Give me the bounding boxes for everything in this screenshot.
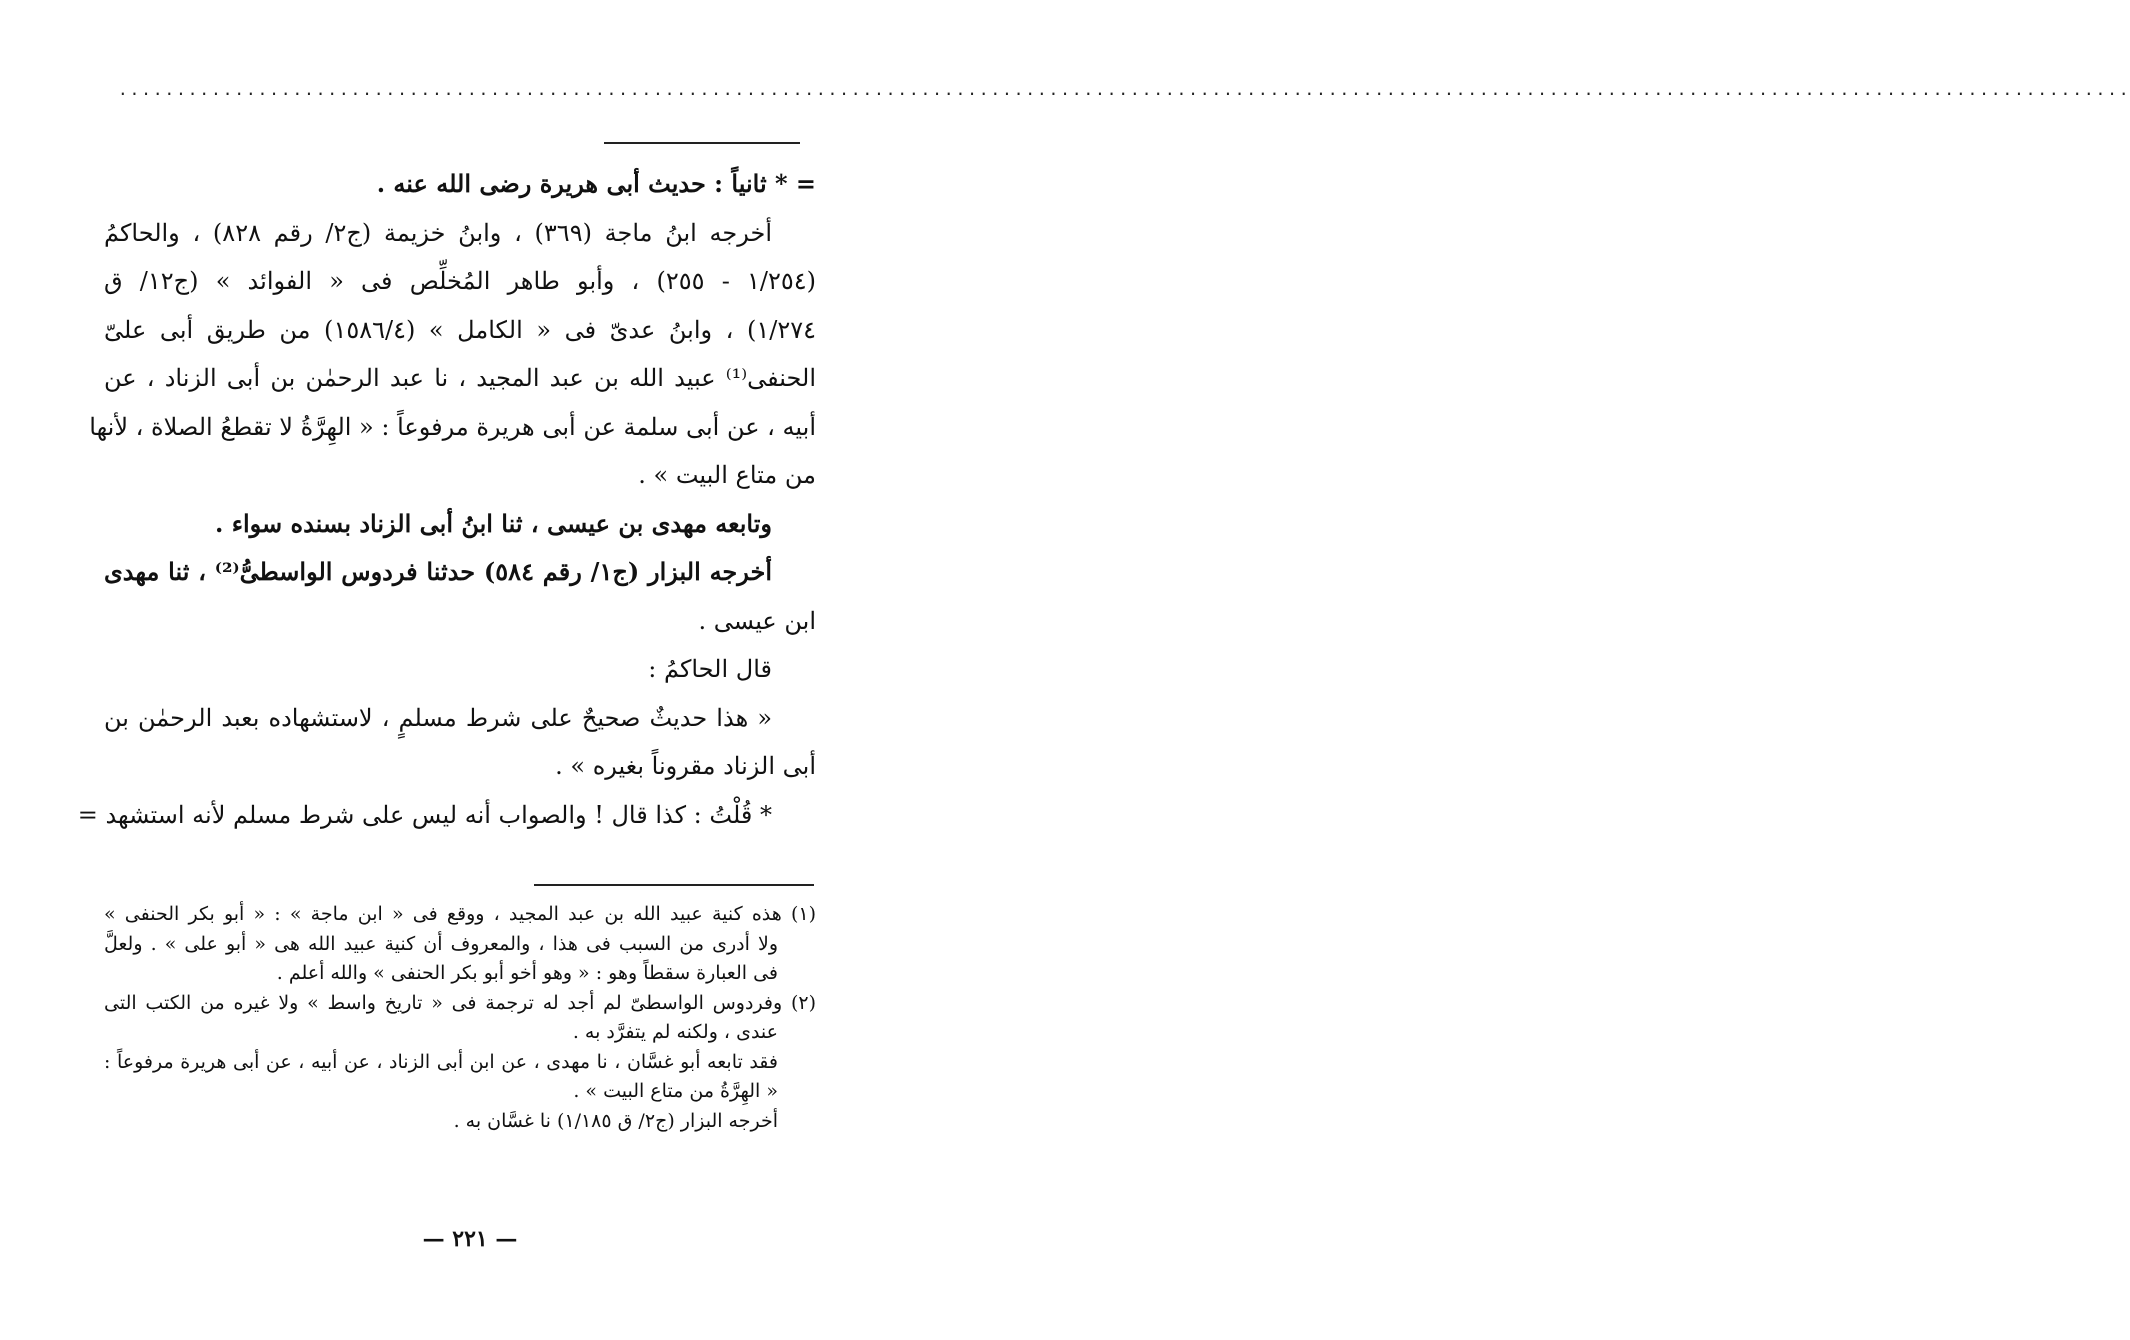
text-line: من متاع البيت » . [638,461,816,489]
text-line: قال الحاكمُ : [648,655,772,683]
footnote-line: فى العبارة سقطاً وهو : « وهو أخو أبو بكر الحنفى » والله أعلم . [276,962,778,984]
main-text [77,160,816,839]
text-line: ١/٢٧٤) ، وابنُ عدىّ فى « الكامل » (١٥٨٦/٤) من طريق أبى علىّ [104,315,816,344]
footnotes [104,900,816,1136]
footnote-line: أخرجه البزار (ج٢/ ق ١/١٨٥) نا غسَّان به . [453,1109,778,1132]
header-dotted-line: ............................................................................................................................................................................. [118,80,2130,99]
footnote-line: ولا أدرى من السبب فى هذا ، والمعروف أن كنية عبيد الله هى « أبو على » . ولعلَّ [104,932,778,955]
footnote-line: « الهِرَّةُ من متاع البيت » . [573,1080,778,1102]
text-line: أخرجه ابنُ ماجة (٣٦٩) ، وابنُ خزيمة (ج٢/ رقم ٨٢٨) ، والحاكمُ [104,218,772,247]
footnote-line: (٢) وفردوس الواسطىّ لم أجد له ترجمة فى « تاريخ واسط » ولا غيره من الكتب التى [104,991,816,1014]
text-line: ابن عيسى . [698,606,816,635]
footnote-line: فقد تابعه أبو غسَّان ، نا مهدى ، عن ابن أبى الزناد ، عن أبيه ، عن أبى هريرة مرفوعاً : [104,1050,778,1073]
text-line: أبيه ، عن أبى سلمة عن أبى هريرة مرفوعاً : « الهِرَّةُ لا تقطعُ الصلاة ، لأنها [89,412,816,441]
text-line: * قُلْتُ : كذا قال ! والصواب أنه ليس على شرط مسلم لأنه استشهد = [77,800,772,829]
text-line: أبى الزناد مقروناً بغيره » . [555,752,816,780]
header-rule [604,142,800,144]
text-line: « هذا حديثٌ صحيحٌ على شرط مسلمٍ ، لاستشهاده بعبد الرحمٰن بن [104,703,772,732]
text-line: أخرجه البزار (ج١/ رقم ٥٨٤) حدثنا فردوس الواسطىُّ⁽²⁾ ، ثنا مهدى [104,557,773,586]
text-line: (١/٢٥٤ - ٢٥٥) ، وأبو طاهر المُخلِّص فى « الفوائد » (ج١٢/ ق [104,267,816,295]
text-line: الحنفى⁽¹⁾ عبيد الله بن عبد المجيد ، نا عبد الرحمٰن بن أبى الزناد ، عن [104,364,816,392]
footnote-line: (١) هذه كنية عبيد الله بن عبد المجيد ، ووقع فى « ابن ماجة » : « أبو بكر الحنفى » [104,903,816,925]
text-line: وتابعه مهدى بن عيسى ، ثنا ابنُ أبى الزناد بسنده سواء . [214,508,772,538]
footnote-line: عندى ، ولكنه لم يتفرَّد به . [572,1021,778,1043]
page-number: — ٢٢١ — [422,1226,518,1252]
footnote-rule [534,884,814,886]
section-heading: = * ثانياً : حديث أبى هريرة رضى الله عنه . [376,169,816,198]
